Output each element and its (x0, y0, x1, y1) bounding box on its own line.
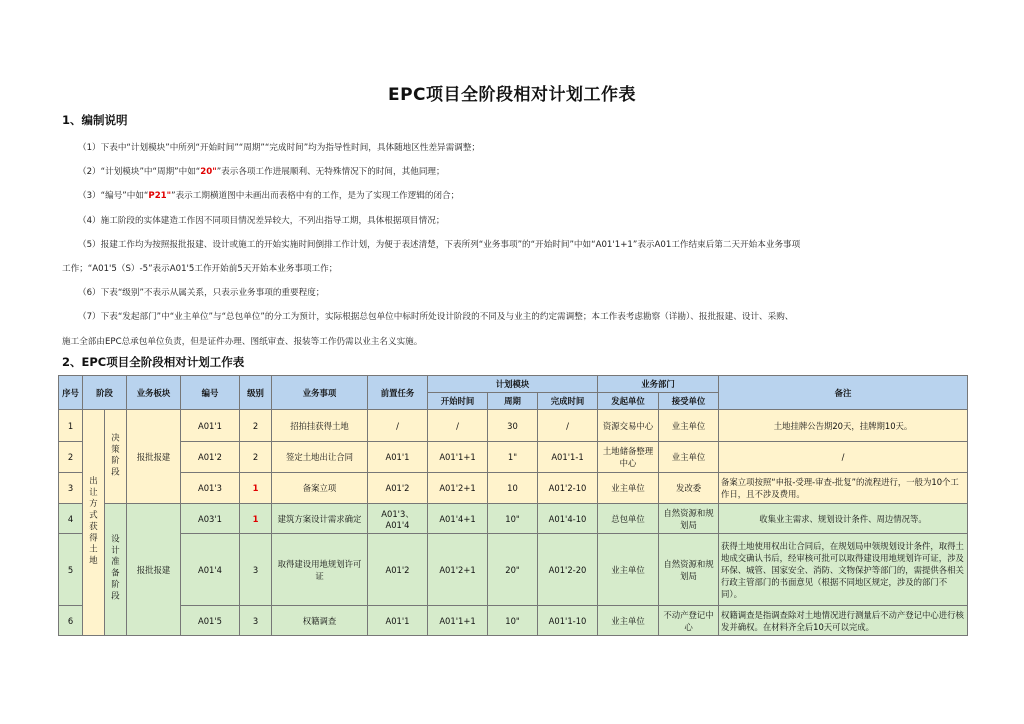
cell-level: 2 (240, 442, 272, 473)
cell-code: A01'3 (181, 473, 240, 504)
note-3: （3）“编号”中如“P21"”表示工期横道图中未画出而表格中有的工作，是为了实现工作逻辑的闭合； (78, 191, 460, 202)
cell-item: 备案立项 (272, 473, 368, 504)
cell-block: 报批报建 (127, 504, 181, 636)
cell-period: 1" (488, 442, 538, 473)
cell-remark: 土地挂牌公告期20天，挂牌期10天。 (719, 410, 968, 442)
cell-code: A01'5 (181, 606, 240, 636)
cell-period: 10 (488, 473, 538, 504)
note-7-continued: 施工全部由EPC总承包单位负责，但是证件办理、图纸审查、报装等工作仍需以业主名义实施。 (62, 336, 423, 347)
cell-seq: 5 (59, 534, 83, 606)
header-remark: 备注 (719, 376, 968, 410)
header-pre: 前置任务 (368, 376, 428, 410)
plan-table (58, 375, 968, 636)
note-5: （5）报建工作均为按照报批报建、设计或施工的开始实施时间倒排工作计划，为便于表述清楚，下表所列“业务事项”的“开始时间”中如“A01'1+1”表示A01工作结束后第二天开始本业务事项 (78, 239, 801, 250)
cell-start: / (428, 410, 488, 442)
note-2: （2）“计划模块”中“周期”中如“20"”表示各项工作进展顺利、无特殊情况下的时间，其他同理； (78, 167, 445, 178)
cell-stage-decision: 决策阶段 (105, 410, 127, 504)
cell-remark: 获得土地使用权出让合同后，在规划局申领规划设计条件，取得土地成交确认书后，经审核可批可以取得建设用地规划许可证，涉及环保、城管、国家安全、消防、文物保护等部门的，需提供各相关行政主管部门的书面意见（根据不同地区规定，涉及的部门不同）。 (719, 534, 968, 606)
cell-level: 1 (240, 504, 272, 534)
header-dept: 业务部门 (598, 376, 719, 393)
cell-code: A01'1 (181, 410, 240, 442)
table-header-row (59, 376, 968, 393)
cell-period: 10" (488, 504, 538, 534)
cell-to: 不动产登记中心 (659, 606, 719, 636)
header-stage: 阶段 (83, 376, 127, 410)
cell-seq: 1 (59, 410, 83, 442)
cell-to: 自然资源和规划局 (659, 534, 719, 606)
cell-end: A01'1-1 (538, 442, 598, 473)
cell-level: 1 (240, 473, 272, 504)
section-heading-table: 2、EPC项目全阶段相对计划工作表 (62, 355, 245, 369)
cell-period: 20" (488, 534, 538, 606)
cell-level: 2 (240, 410, 272, 442)
note-7: （7）下表“发起部门”中“业主单位”与“总包单位”的分工为预计，实际根据总包单位中标时所处设计阶段的不同及与业主的约定需调整；本工作表考虑勘察（详勘）、报批报建、设计、采购、 (78, 312, 794, 323)
header-block: 业务板块 (127, 376, 181, 410)
header-seq: 序号 (59, 376, 83, 410)
note-1: （1）下表中“计划模块”中所列“开始时间”“周期”“完成时间”均为指导性时间，具体随地区性差异需调整； (78, 143, 481, 153)
cell-item: 取得建设用地规划许可证 (272, 534, 368, 606)
notes-block (62, 136, 982, 354)
cell-from: 总包单位 (598, 504, 659, 534)
cell-from: 业主单位 (598, 606, 659, 636)
cell-to: 发改委 (659, 473, 719, 504)
cell-pre: A01'1 (368, 442, 428, 473)
cell-remark: 收集业主需求、规划设计条件、周边情况等。 (719, 504, 968, 534)
cell-from: 资源交易中心 (598, 410, 659, 442)
cell-seq: 2 (59, 442, 83, 473)
cell-end: A01'4-10 (538, 504, 598, 534)
cell-remark: 权籍调查是指调查除对土地情况进行测量后不动产登记中心进行核发并确权。在材料齐全后10天可以完成。 (719, 606, 968, 636)
cell-pre: / (368, 410, 428, 442)
cell-pre: A01'3、A01'4 (368, 504, 428, 534)
table-row (59, 473, 968, 504)
section-heading-notes: 1、编制说明 (62, 113, 128, 127)
cell-seq: 4 (59, 504, 83, 534)
header-level: 级别 (240, 376, 272, 410)
note-5-continued: 工作；“A01'5（S）-5”表示A01'5工作开始前5天开始本业务事项工作； (62, 264, 338, 275)
cell-period: 10" (488, 606, 538, 636)
table-row (59, 504, 968, 534)
table-row (59, 442, 968, 473)
note-4: （4）施工阶段的实体建造工作因不同项目情况差异较大，不列出指导工期，具体根据项目情况； (78, 215, 445, 226)
cell-remark: 备案立项按照“申报-受理-审查-批复”的流程进行，一般为10个工作日，且不涉及费用。 (719, 473, 968, 504)
header-plan: 计划模块 (428, 376, 598, 393)
header-start: 开始时间 (428, 393, 488, 410)
cell-start: A01'2+1 (428, 534, 488, 606)
table-row (59, 410, 968, 442)
header-from: 发起单位 (598, 393, 659, 410)
cell-seq: 6 (59, 606, 83, 636)
cell-level: 3 (240, 534, 272, 606)
cell-seq: 3 (59, 473, 83, 504)
cell-from: 业主单位 (598, 534, 659, 606)
cell-block: 报批报建 (127, 410, 181, 504)
header-period: 周期 (488, 393, 538, 410)
cell-item: 招拍挂获得土地 (272, 410, 368, 442)
cell-end: A01'2-10 (538, 473, 598, 504)
cell-item: 建筑方案设计需求确定 (272, 504, 368, 534)
cell-pre: A01'1 (368, 606, 428, 636)
cell-code: A03'1 (181, 504, 240, 534)
cell-start: A01'1+1 (428, 606, 488, 636)
header-code: 编号 (181, 376, 240, 410)
cell-code: A01'2 (181, 442, 240, 473)
page-title: EPC项目全阶段相对计划工作表 (387, 85, 637, 105)
cell-item: 权籍调查 (272, 606, 368, 636)
cell-item: 签定土地出让合同 (272, 442, 368, 473)
cell-pre: A01'2 (368, 534, 428, 606)
cell-remark: / (719, 442, 968, 473)
cell-from: 业主单位 (598, 473, 659, 504)
header-end: 完成时间 (538, 393, 598, 410)
cell-stage-main: 出让方式获得土地 (83, 410, 105, 636)
note-6: （6）下表“级别”不表示从属关系，只表示业务事项的重要程度； (78, 288, 325, 299)
cell-code: A01'4 (181, 534, 240, 606)
cell-end: / (538, 410, 598, 442)
cell-to: 自然资源和规划局 (659, 504, 719, 534)
cell-pre: A01'2 (368, 473, 428, 504)
cell-to: 业主单位 (659, 442, 719, 473)
cell-period: 30 (488, 410, 538, 442)
cell-stage-design-prep: 设计准备阶段 (105, 504, 127, 636)
cell-end: A01'1-10 (538, 606, 598, 636)
cell-start: A01'2+1 (428, 473, 488, 504)
cell-end: A01'2-20 (538, 534, 598, 606)
cell-level: 3 (240, 606, 272, 636)
table-row (59, 534, 968, 606)
table-row (59, 606, 968, 636)
cell-start: A01'4+1 (428, 504, 488, 534)
cell-start: A01'1+1 (428, 442, 488, 473)
cell-to: 业主单位 (659, 410, 719, 442)
cell-from: 土地储备整理中心 (598, 442, 659, 473)
header-to: 接受单位 (659, 393, 719, 410)
header-item: 业务事项 (272, 376, 368, 410)
